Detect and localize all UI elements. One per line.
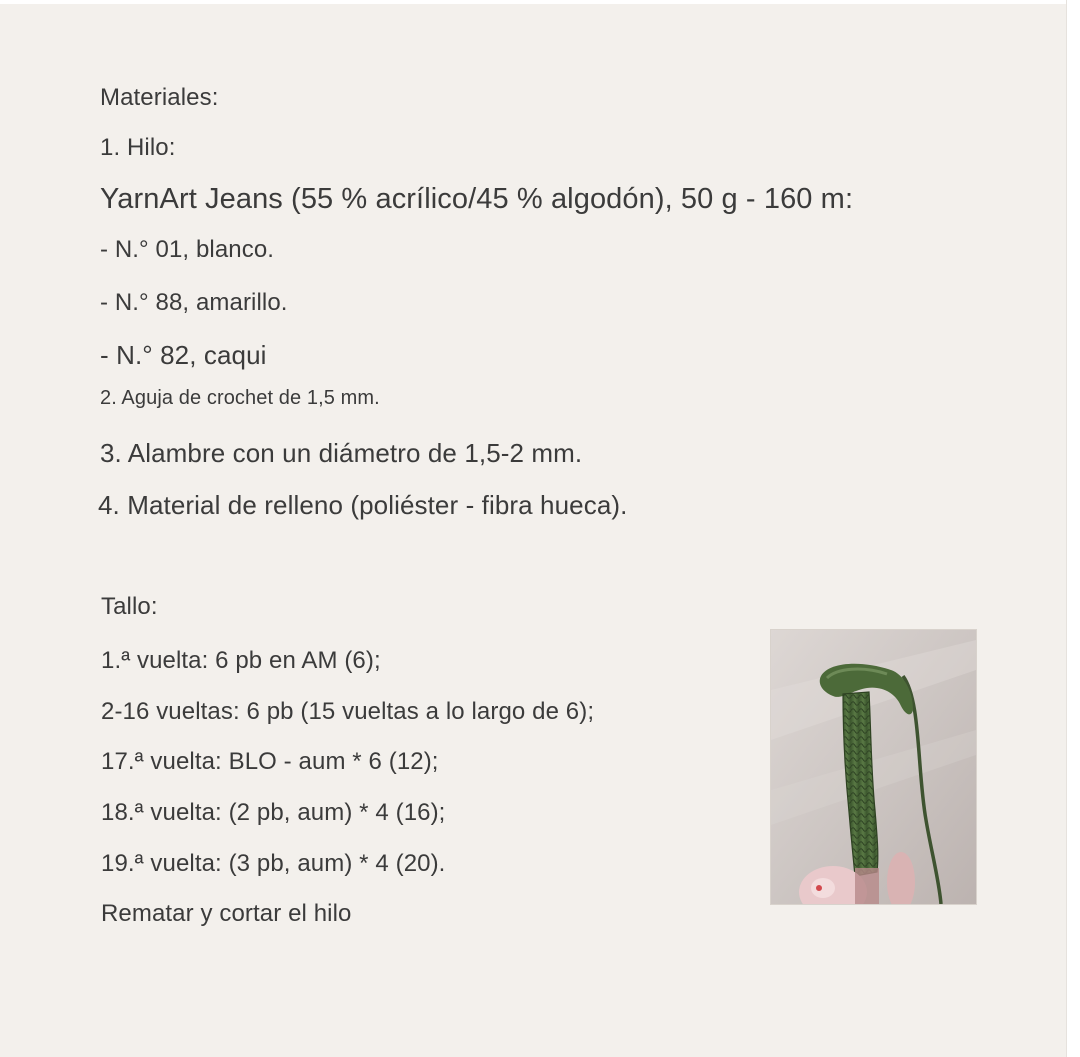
stem-round-19: 19.ª vuelta: (3 pb, aum) * 4 (20). (101, 850, 446, 877)
yarn-description: YarnArt Jeans (55 % acrílico/45 % algodón), 50 g - 160 m: (100, 183, 854, 215)
materials-item-wire: 3. Alambre con un diámetro de 1,5-2 mm. (100, 438, 583, 468)
materials-item-yarn-label: 1. Hilo: (100, 134, 176, 161)
yarn-color-white: - N.° 01, blanco. (100, 236, 275, 263)
yarn-color-khaki: - N.° 82, caqui (100, 340, 267, 370)
materials-heading: Materiales: (100, 84, 219, 111)
page-right-margin (1066, 0, 1080, 1057)
materials-item-hook: 2. Aguja de crochet de 1,5 mm. (100, 387, 380, 409)
yarn-color-yellow: - N.° 88, amarillo. (100, 289, 288, 316)
stem-round-18: 18.ª vuelta: (2 pb, aum) * 4 (16); (101, 799, 446, 826)
stem-heading: Tallo: (101, 593, 158, 620)
materials-item-stuffing: 4. Material de relleno (poliéster - fibra hueca). (98, 490, 628, 520)
stem-round-1: 1.ª vuelta: 6 pb en AM (6); (101, 647, 381, 674)
stem-round-2-16: 2-16 vueltas: 6 pb (15 vueltas a lo largo de 6); (101, 698, 595, 725)
crochet-stem-photo (771, 630, 976, 904)
stem-finish: Rematar y cortar el hilo (101, 900, 352, 927)
stem-round-17: 17.ª vuelta: BLO - aum * 6 (12); (101, 748, 439, 775)
